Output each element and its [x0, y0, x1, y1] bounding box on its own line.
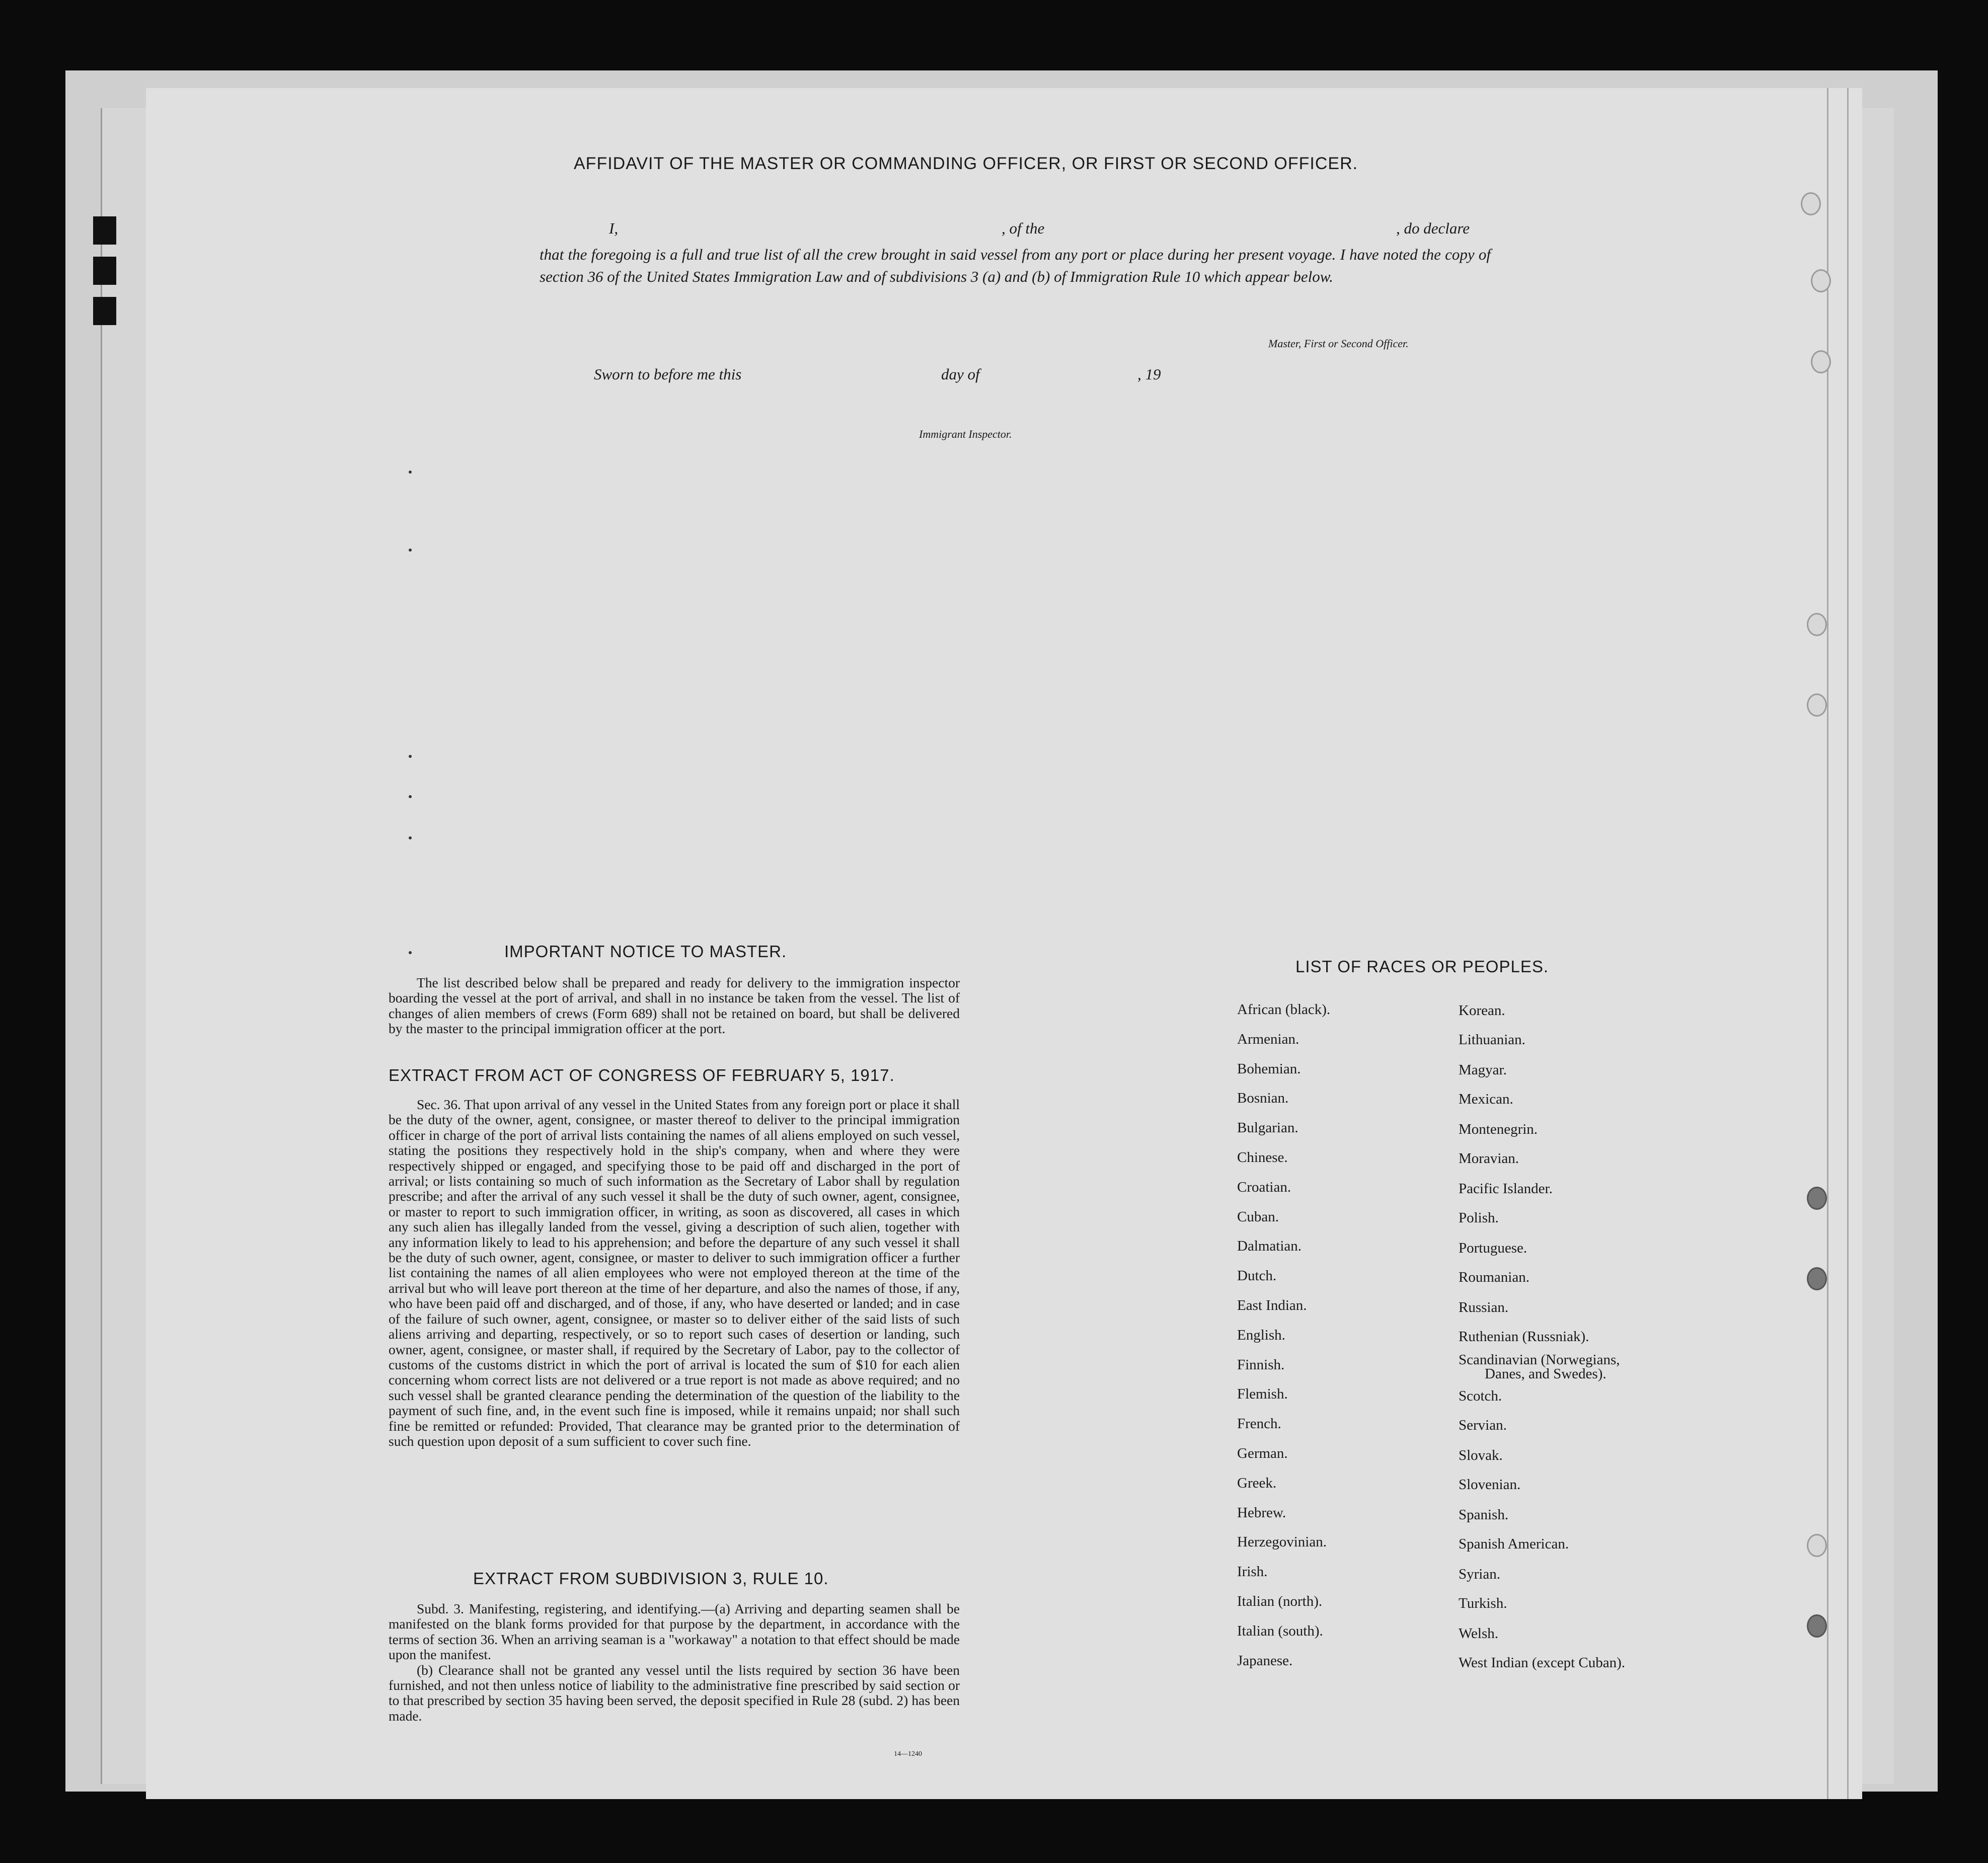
- race-item: Croatian.: [1237, 1179, 1291, 1195]
- affidavit-line-i: I,: [609, 219, 619, 237]
- rule-paragraph-a: Subd. 3. Manifesting, registering, and identifying.—(a) Arriving and departing seamen shall be manifested on the blank forms provided for that purpose by the department, in accordance with the terms of section 36. When an arriving seaman is a "workaway" a notation to that effect should be made upon the manifest.: [389, 1601, 960, 1663]
- race-item: Dutch.: [1237, 1268, 1277, 1284]
- race-item: Scandinavian (Norwegians,: [1459, 1352, 1620, 1368]
- rule-paragraph-b: (b) Clearance shall not be granted any vessel until the lists required by section 36 have been furnished, and not then unless notice of liability to the administrative fine prescribed by said section or to that prescribed by section 35 having been served, the deposit specified in Rule 28 (subd. 2) has been made.: [389, 1662, 960, 1724]
- race-item: Turkish.: [1459, 1595, 1507, 1611]
- race-item: Servian.: [1459, 1417, 1507, 1433]
- year-text: , 19: [1137, 365, 1161, 383]
- notice-text: [389, 975, 960, 1037]
- race-item: English.: [1237, 1327, 1285, 1343]
- race-item: Lithuanian.: [1459, 1032, 1525, 1048]
- punch-hole-icon: [1807, 1187, 1827, 1210]
- punch-hole-icon: [1807, 613, 1827, 636]
- act-title: EXTRACT FROM ACT OF CONGRESS OF FEBRUARY 5, 1917.: [389, 1066, 895, 1084]
- punch-hole-icon: [1811, 269, 1831, 292]
- race-item: Hebrew.: [1237, 1504, 1286, 1521]
- race-item: Syrian.: [1459, 1566, 1500, 1582]
- margin-dot: [409, 471, 412, 474]
- margin-dot: [409, 549, 412, 552]
- affidavit-line-3: I have noted the copy of section 36 of the United States Immigration Law and of subdivisions 3 (a) and (b) of Immigration: [540, 246, 1491, 285]
- race-item: Portuguese.: [1459, 1240, 1527, 1256]
- race-item: Korean.: [1459, 1002, 1505, 1019]
- affidavit-line-2: that the foregoing is a full and true list of all the crew brought in said vessel from any port or place during her present voyage.: [540, 246, 1336, 263]
- act-text: [389, 1097, 960, 1449]
- affidavit-line-4: Rule 10 which appear below.: [1152, 268, 1333, 285]
- punch-hole-icon: [1801, 192, 1821, 215]
- race-item: Bulgarian.: [1237, 1120, 1298, 1136]
- race-item: Bosnian.: [1237, 1090, 1289, 1107]
- punch-hole-icon: [1811, 350, 1831, 373]
- binder-clip-mark: [93, 216, 116, 245]
- rule-text: [389, 1601, 960, 1724]
- race-item: Spanish.: [1459, 1507, 1509, 1523]
- race-item: West Indian (except Cuban).: [1459, 1655, 1626, 1671]
- race-item: German.: [1237, 1445, 1288, 1461]
- race-item: Scotch.: [1459, 1388, 1502, 1404]
- race-item: Armenian.: [1237, 1031, 1299, 1047]
- races-title: LIST OF RACES OR PEOPLES.: [1295, 957, 1549, 976]
- race-item: Italian (south).: [1237, 1622, 1323, 1639]
- race-item: Pacific Islander.: [1459, 1181, 1553, 1197]
- notice-title: IMPORTANT NOTICE TO MASTER.: [504, 942, 787, 961]
- sworn-text: Sworn to before me this: [594, 365, 742, 383]
- page-edge-line: [1827, 88, 1828, 1799]
- affidavit-title: AFFIDAVIT OF THE MASTER OR COMMANDING OFFICER, OR FIRST OR SECOND OFFICER.: [574, 154, 1358, 173]
- race-item: Mexican.: [1459, 1091, 1513, 1107]
- punch-hole-icon: [1807, 1534, 1827, 1557]
- document-page: [146, 88, 1862, 1799]
- notice-paragraph: The list described below shall be prepared and ready for delivery to the immigration inspector boarding the vessel at the port of arrival, and shall in no instance be taken from the vessel. The list of changes of alien members of crews (Form 689) shall not be retained on board, but shall be delivered by the master to the principal immigration officer at the port.: [389, 975, 960, 1037]
- race-item: East Indian.: [1237, 1297, 1307, 1313]
- race-item: Slovenian.: [1459, 1477, 1521, 1493]
- race-item: Roumanian.: [1459, 1269, 1530, 1285]
- act-paragraph: Sec. 36. That upon arrival of any vessel in the United States from any foreign port or place it shall be the duty of the owner, agent, consignee, or master thereof to deliver to the principal immigration officer in charge of the port of arrival lists containing the names of all aliens employed on such vessel, stating the positions they respectively hold in the ship's company, when and where they were respectively shipped or engaged, and specifying those to be paid off and discharged in the port of arrival; or lists containing so much of such information as the Secretary of Labor shall by regulation prescribe; and after the arrival of any such vessel it shall be the duty of such owner, agent, consignee, or master to report to such immigration officer, in writing, as soon as discovered, all cases in which any such alien has illegally landed from the vessel, giving a description of such alien, together with any information likely to lead to his apprehension; and before the departure of any such vessel it shall be the duty of such owner, agent, consignee, or master to deliver to such immigration officer a further list containing the names of all alien employees who were not employed thereon at the time of the arrival but who will leave port thereon at the time of her departure, and also the names of those, if any, who have been paid off and discharged, and of those, if any, who have deserted or landed; and in case of the failure of such owner, agent, consignee, or master so to deliver either of the said lists of such aliens arriving and departing, respectively, or so to report such cases of desertion or landing, such owner, agent, consignee, or master shall, if required by the Secretary of Labor, pay to the collector of customs of the customs district in which the port of arrival is located the sum of $10 for each alien concerning whom correct lists are not delivered or a true report is not made as above required; and no such vessel shall be granted clearance pending the determination of the question of the liability to the payment of such fine, and, in the event such fine is imposed, while it remains unpaid; nor shall such fine be remitted or refunded: Provided, That clearance may be granted prior to the determination of such question upon deposit of a sum sufficient to cover such fine.: [389, 1097, 960, 1449]
- binder-clip-mark: [93, 297, 116, 325]
- race-item: Dalmatian.: [1237, 1238, 1302, 1255]
- race-item: French.: [1237, 1416, 1281, 1432]
- race-item: Greek.: [1237, 1474, 1277, 1491]
- race-item: Finnish.: [1237, 1356, 1285, 1373]
- inspector-caption: Immigrant Inspector.: [919, 428, 1012, 440]
- race-item: Spanish American.: [1459, 1536, 1569, 1552]
- race-item: Bohemian.: [1237, 1060, 1301, 1077]
- race-item: Flemish.: [1237, 1386, 1288, 1403]
- race-item: Irish.: [1237, 1564, 1268, 1580]
- race-item: Russian.: [1459, 1299, 1509, 1315]
- margin-dot: [409, 755, 412, 758]
- margin-dot: [409, 795, 412, 798]
- race-item: Welsh.: [1459, 1625, 1499, 1642]
- race-item: Japanese.: [1237, 1652, 1293, 1669]
- signature-caption: Master, First or Second Officer.: [1268, 337, 1409, 350]
- rule-title: EXTRACT FROM SUBDIVISION 3, RULE 10.: [473, 1569, 829, 1588]
- margin-dot: [409, 836, 412, 839]
- margin-dot: [409, 951, 412, 954]
- punch-hole-icon: [1807, 1267, 1827, 1290]
- punch-hole-icon: [1807, 1614, 1827, 1638]
- day-of-text: day of: [941, 365, 980, 383]
- binder-clip-mark: [93, 257, 116, 285]
- page-edge-line: [1847, 88, 1849, 1799]
- race-item: Polish.: [1459, 1210, 1499, 1226]
- race-item: Magyar.: [1459, 1062, 1507, 1078]
- race-item: Ruthenian (Russniak).: [1459, 1329, 1589, 1345]
- form-code: 14—1240: [894, 1750, 922, 1758]
- race-item: Danes, and Swedes).: [1485, 1366, 1607, 1382]
- race-item: Montenegrin.: [1459, 1121, 1538, 1137]
- affidavit-line-declare: , do declare: [1396, 219, 1470, 237]
- race-item: African (black).: [1237, 1001, 1331, 1018]
- race-item: Moravian.: [1459, 1150, 1519, 1167]
- race-item: Italian (north).: [1237, 1593, 1323, 1609]
- punch-hole-icon: [1807, 693, 1827, 717]
- race-item: Cuban.: [1237, 1208, 1279, 1225]
- race-item: Herzegovinian.: [1237, 1534, 1327, 1550]
- affidavit-line-of: , of the: [1002, 219, 1045, 237]
- affidavit-body: [540, 244, 1491, 288]
- race-item: Slovak.: [1459, 1447, 1503, 1463]
- race-item: Chinese.: [1237, 1149, 1288, 1166]
